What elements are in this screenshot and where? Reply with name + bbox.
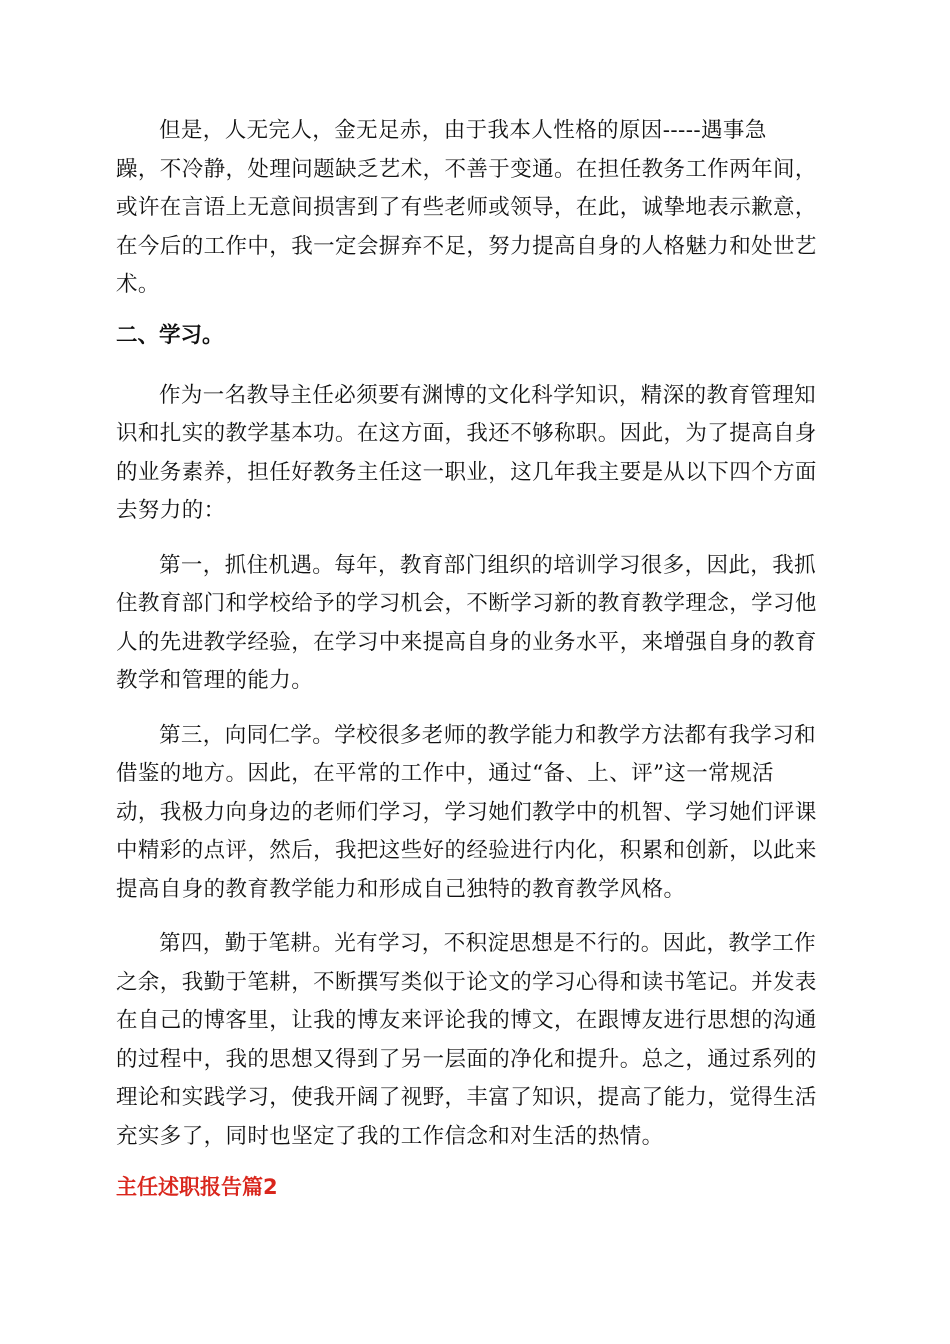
- paragraph-line: 第三，向同仁学。学校很多老师的教学能力和教学方法都有我学习和: [159, 722, 817, 748]
- paragraph-line: 在今后的工作中，我一定会摒弃不足，努力提高自身的人格魅力和处世艺: [116, 233, 817, 259]
- paragraph-line: 或许在言语上无意间损害到了有些老师或领导，在此，诚挚地表示歉意，: [116, 195, 817, 220]
- paragraph-line: 教学和管理的能力。: [116, 668, 314, 693]
- paragraph-line: 躁，不冷静，处理问题缺乏艺术，不善于变通。在担任教务工作两年间，: [116, 156, 817, 182]
- paragraph-line: 中精彩的点评，然后，我把这些好的经验进行内化，积累和创新，以此来: [116, 838, 817, 863]
- paragraph-first-opportunity: [116, 547, 832, 701]
- paragraph-line: 作为一名教导主任必须要有渊博的文化科学知识，精深的教育管理知: [159, 382, 817, 408]
- paragraph-line: 的业务素养，担任好教务主任这一职业，这几年我主要是从以下四个方面: [116, 459, 817, 485]
- paragraph-fourth-writing: [116, 925, 832, 1156]
- paragraph-line: 动，我极力向身边的老师们学习，学习她们教学中的机智、学习她们评课: [116, 799, 817, 825]
- paragraph-line: 之余，我勤于笔耕，不断撰写类似于论文的学习心得和读书笔记。并发表: [116, 969, 817, 995]
- paragraph-line: 充实多了，同时也坚定了我的工作信念和对生活的热情。: [116, 1123, 664, 1149]
- paragraph-line: 去努力的：: [116, 498, 226, 523]
- paragraph-line: 借鉴的地方。因此，在平常的工作中，通过“备、上、评”这一常规活: [116, 761, 774, 786]
- document-body: [116, 112, 832, 1202]
- paragraph-third-colleagues: [116, 717, 832, 910]
- section-heading-study: 二、学习。: [116, 322, 224, 348]
- paragraph-line: 识和扎实的教学基本功。在这方面，我还不够称职。因此，为了提高自身: [116, 421, 817, 446]
- paragraph-apology: [116, 112, 832, 305]
- next-report-title: 主任述职报告篇2: [116, 1175, 278, 1199]
- paragraph-line: 提高自身的教育教学能力和形成自己独特的教育教学风格。: [116, 876, 686, 902]
- paragraph-line: 但是，人无完人，金无足赤，由于我本人性格的原因-----遇事急: [159, 118, 767, 143]
- paragraph-line: 人的先进教学经验，在学习中来提高自身的业务水平，来增强自身的教育: [116, 629, 817, 655]
- paragraph-line: 第四，勤于笔耕。光有学习，不积淀思想是不行的。因此，教学工作: [159, 931, 817, 956]
- paragraph-line: 理论和实践学习，使我开阔了视野，丰富了知识，提高了能力，觉得生活: [116, 1085, 817, 1110]
- paragraph-line: 在自己的博客里，让我的博友来评论我的博文，在跟博友进行思想的沟通: [116, 1008, 817, 1033]
- paragraph-line: 第一，抓住机遇。每年，教育部门组织的培训学习很多，因此，我抓: [159, 552, 817, 578]
- paragraph-study-intro: [116, 377, 832, 531]
- paragraph-line: 住教育部门和学校给予的学习机会，不断学习新的教育教学理念，学习他: [116, 591, 817, 616]
- paragraph-line: 术。: [116, 272, 160, 297]
- paragraph-line: 的过程中，我的思想又得到了另一层面的净化和提升。总之，通过系列的: [116, 1046, 817, 1072]
